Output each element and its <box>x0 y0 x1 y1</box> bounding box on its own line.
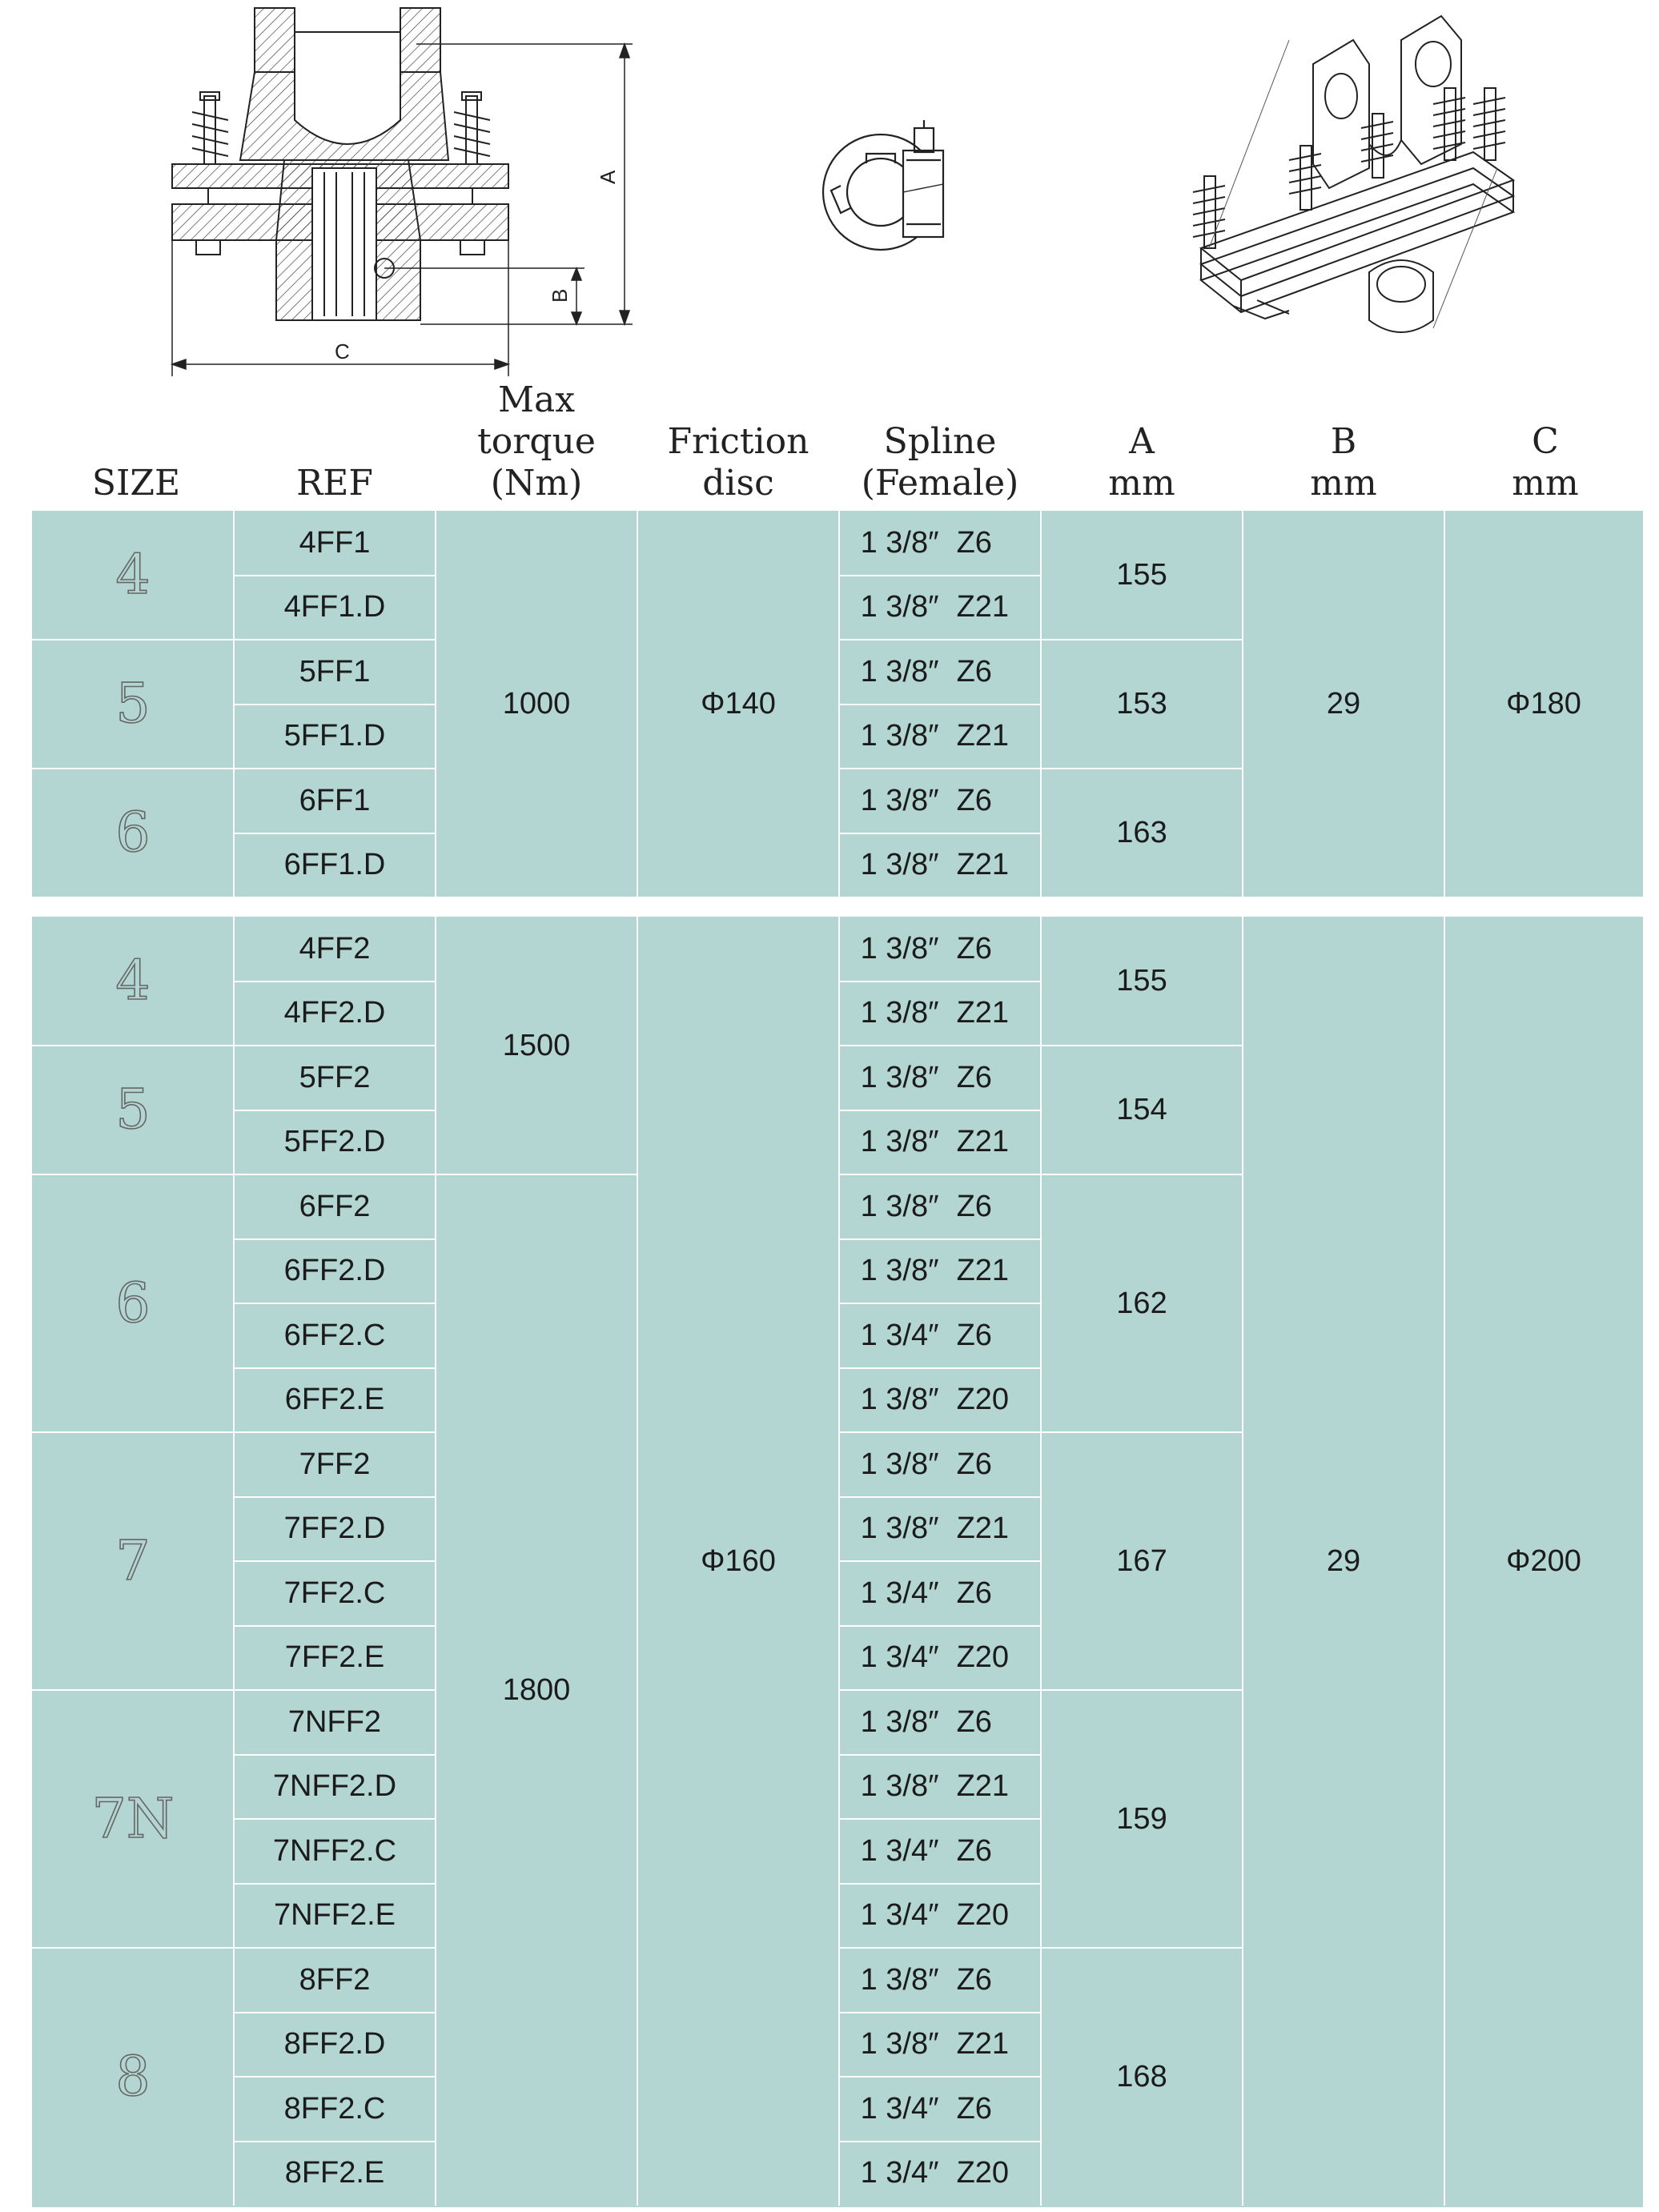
grid-line <box>839 639 1041 640</box>
spline-cell <box>839 1368 1041 1433</box>
header-size-label: SIZE <box>91 463 181 504</box>
header-spline-line1: Spline <box>883 421 997 462</box>
spline-size: 1 3/8″ <box>860 525 939 560</box>
grid-line <box>32 1947 234 1949</box>
isometric-drawing <box>1169 8 1537 368</box>
ref-cell: 7FF2.C <box>283 1576 386 1610</box>
grid-line <box>435 917 436 2206</box>
a-dimension-cell: 168 <box>1116 2059 1167 2094</box>
spline-teeth: Z6 <box>956 1833 992 1868</box>
size-cell: 5 <box>115 672 151 736</box>
spline-cell <box>839 511 1041 576</box>
a-dimension-cell: 159 <box>1116 1801 1167 1836</box>
spline-teeth: Z6 <box>956 1447 992 1481</box>
grid-line <box>234 1496 436 1498</box>
header-c <box>1444 368 1646 504</box>
spline-cell <box>839 1432 1041 1497</box>
header-size <box>32 368 240 504</box>
spline-size: 1 3/8″ <box>860 1189 939 1223</box>
grid-line <box>838 511 840 897</box>
cross-section-drawing <box>0 0 657 376</box>
ref-cell: 5FF2 <box>299 1060 371 1094</box>
spline-cell <box>839 1755 1041 1820</box>
header-torque-line1: Max <box>497 379 576 420</box>
spline-cell <box>839 1497 1041 1562</box>
c-dimension-cell: Φ200 <box>1506 1544 1581 1578</box>
header-c-line2: mm <box>1512 463 1579 504</box>
spline-cell <box>839 1819 1041 1884</box>
spline-cell <box>839 833 1041 898</box>
ref-cell: 6FF2.D <box>283 1254 386 1288</box>
header-b-line1: B <box>1330 421 1357 462</box>
size-cell: 7 <box>115 1529 151 1593</box>
grid-line <box>234 1689 436 1691</box>
dim-a-label: A <box>596 170 620 184</box>
spline-size: 1 3/8″ <box>860 1125 939 1159</box>
grid-line <box>32 1689 234 1691</box>
ref-cell: 7FF2.E <box>284 1640 385 1675</box>
spline-teeth: Z21 <box>956 848 1010 882</box>
grid-line <box>234 1754 436 1756</box>
header-torque <box>436 368 637 504</box>
spline-cell <box>839 1110 1041 1175</box>
spline-cell <box>839 1626 1041 1691</box>
grid-line <box>839 1238 1041 1240</box>
grid-line <box>1041 768 1243 769</box>
specs-table-group-1 <box>32 511 1643 897</box>
grid-line <box>839 2012 1041 2013</box>
spline-size: 1 3/4″ <box>860 1640 939 1675</box>
grid-line <box>839 1367 1041 1369</box>
dim-b-label: B <box>548 288 572 303</box>
size-cell: 6 <box>115 1271 151 1335</box>
grid-line <box>637 511 638 897</box>
spline-size: 1 3/8″ <box>860 590 939 624</box>
spline-size: 1 3/8″ <box>860 719 939 753</box>
c-dimension-cell: Φ180 <box>1506 687 1581 721</box>
spline-size: 1 3/8″ <box>860 2027 939 2061</box>
size-cell: 8 <box>115 2045 151 2109</box>
spline-teeth: Z21 <box>956 1511 1010 1546</box>
spline-size: 1 3/4″ <box>860 2156 939 2190</box>
spline-teeth: Z6 <box>956 1962 992 1997</box>
grid-line <box>839 704 1041 705</box>
grid-line <box>234 833 436 834</box>
spline-cell <box>839 705 1041 769</box>
grid-line <box>234 2076 436 2078</box>
spline-detail-drawing <box>809 112 985 272</box>
grid-line <box>839 1303 1041 1304</box>
spline-cell <box>839 982 1041 1046</box>
header-torque-line3: (Nm) <box>490 463 583 504</box>
grid-line <box>234 2012 436 2013</box>
spline-size: 1 3/8″ <box>860 654 939 688</box>
header-b-line2: mm <box>1310 463 1377 504</box>
grid-line <box>839 1431 1041 1433</box>
ref-cell: 5FF1 <box>299 654 371 688</box>
dim-c-label: C <box>335 339 350 363</box>
spline-teeth: Z6 <box>956 783 992 817</box>
grid-line <box>1041 1174 1243 1175</box>
header-c-line1: C <box>1532 421 1559 462</box>
grid-line <box>637 917 638 2206</box>
grid-line <box>839 1689 1041 1691</box>
grid-line <box>839 1110 1041 1111</box>
spline-cell <box>839 1884 1041 1949</box>
grid-line <box>1040 511 1042 897</box>
spline-cell <box>839 2077 1041 2142</box>
spline-cell <box>839 1690 1041 1755</box>
header-friction <box>637 368 839 504</box>
spline-teeth: Z6 <box>956 654 992 688</box>
grid-line <box>234 2141 436 2142</box>
grid-line <box>234 1238 436 1240</box>
ref-cell: 4FF1.D <box>283 590 386 624</box>
ref-cell: 7FF2.D <box>283 1511 386 1546</box>
spline-cell <box>839 640 1041 705</box>
spline-cell <box>839 2142 1041 2206</box>
grid-line <box>839 1947 1041 1949</box>
grid-line <box>32 639 234 640</box>
a-dimension-cell: 153 <box>1116 687 1167 721</box>
spline-size: 1 3/4″ <box>860 2091 939 2126</box>
spline-teeth: Z6 <box>956 931 992 965</box>
spline-teeth: Z21 <box>956 996 1010 1030</box>
grid-line <box>839 1818 1041 1820</box>
spline-teeth: Z20 <box>956 2156 1010 2190</box>
header-b <box>1243 368 1444 504</box>
header-a-line2: mm <box>1108 463 1175 504</box>
spline-size: 1 3/4″ <box>860 1898 939 1933</box>
grid-line <box>234 1110 436 1111</box>
spline-size: 1 3/8″ <box>860 1962 939 1997</box>
grid-line <box>839 575 1041 576</box>
spline-size: 1 3/8″ <box>860 1254 939 1288</box>
grid-line <box>234 1174 436 1175</box>
ref-cell: 6FF2.C <box>283 1318 386 1352</box>
grid-line <box>234 1431 436 1433</box>
a-dimension-cell: 154 <box>1116 1093 1167 1126</box>
grid-line <box>234 1883 436 1885</box>
grid-line <box>436 1174 637 1175</box>
specs-table-group-2 <box>32 917 1643 2207</box>
spline-teeth: Z6 <box>956 1318 992 1352</box>
grid-line <box>1041 639 1243 640</box>
ref-cell: 8FF2.C <box>283 2091 386 2126</box>
header-friction-line1: Friction <box>667 421 809 462</box>
spline-teeth: Z21 <box>956 1769 1010 1804</box>
torque-cell: 1800 <box>502 1672 571 1707</box>
spline-teeth: Z6 <box>956 2091 992 2126</box>
ref-cell: 7NFF2 <box>287 1704 382 1739</box>
torque-cell: 1000 <box>502 687 571 721</box>
spline-size: 1 3/8″ <box>860 1769 939 1804</box>
header-a <box>1041 368 1243 504</box>
spline-teeth: Z6 <box>956 525 992 560</box>
grid-line <box>839 1625 1041 1627</box>
a-dimension-cell: 163 <box>1116 816 1167 849</box>
grid-line <box>234 981 436 982</box>
grid-line <box>1444 917 1445 2206</box>
ref-cell: 8FF2 <box>299 1962 371 1997</box>
spline-cell <box>839 1948 1041 2013</box>
size-cell: 4 <box>115 949 151 1013</box>
header-spline-line2: (Female) <box>861 463 1019 504</box>
grid-line <box>839 981 1041 982</box>
b-dimension-cell: 29 <box>1326 687 1361 721</box>
size-cell: 7N <box>91 1787 175 1851</box>
grid-line <box>32 768 234 769</box>
grid-line <box>32 1174 234 1175</box>
spline-teeth: Z6 <box>956 1576 992 1610</box>
grid-line <box>233 917 235 2206</box>
ref-cell: 4FF1 <box>299 525 371 560</box>
ref-cell: 6FF2 <box>299 1189 371 1223</box>
grid-line <box>839 1883 1041 1885</box>
ref-cell: 6FF2.E <box>284 1383 385 1417</box>
header-ref <box>234 368 436 504</box>
size-cell: 4 <box>115 544 151 607</box>
a-dimension-cell: 162 <box>1116 1286 1167 1320</box>
grid-line <box>1242 511 1243 897</box>
grid-line <box>1242 917 1243 2206</box>
spline-cell <box>839 1046 1041 1110</box>
ref-cell: 5FF2.D <box>283 1125 386 1159</box>
grid-line <box>234 1045 436 1046</box>
spline-teeth: Z20 <box>956 1898 1010 1933</box>
header-spline <box>839 368 1041 504</box>
grid-line <box>839 1496 1041 1498</box>
grid-line <box>234 1625 436 1627</box>
spline-size: 1 3/4″ <box>860 1576 939 1610</box>
spline-teeth: Z6 <box>956 1060 992 1094</box>
grid-line <box>32 1431 234 1433</box>
spline-cell <box>839 2013 1041 2078</box>
grid-line <box>1040 917 1042 2206</box>
ref-cell: 6FF1 <box>299 783 371 817</box>
grid-line <box>234 1560 436 1562</box>
grid-line <box>839 1560 1041 1562</box>
spline-size: 1 3/4″ <box>860 1318 939 1352</box>
header-ref-label: REF <box>296 463 373 504</box>
size-cell: 6 <box>115 801 151 865</box>
size-cell: 5 <box>115 1078 151 1142</box>
spline-cell <box>839 1174 1041 1239</box>
header-torque-line2: torque <box>477 421 596 462</box>
spline-teeth: Z21 <box>956 2027 1010 2061</box>
spline-size: 1 3/4″ <box>860 1833 939 1868</box>
grid-line <box>1444 511 1445 897</box>
friction-disc-cell: Φ140 <box>701 687 776 721</box>
header-friction-line2: disc <box>702 463 774 504</box>
spline-size: 1 3/8″ <box>860 1383 939 1417</box>
technical-drawings <box>0 0 1659 376</box>
spline-teeth: Z21 <box>956 1125 1010 1159</box>
grid-line <box>234 1303 436 1304</box>
ref-cell: 7NFF2.E <box>273 1898 396 1933</box>
spline-teeth: Z20 <box>956 1640 1010 1675</box>
torque-cell: 1500 <box>502 1028 571 1062</box>
spline-cell <box>839 917 1041 982</box>
grid-line <box>839 1045 1041 1046</box>
ref-cell: 4FF2.D <box>283 996 386 1030</box>
grid-line <box>1041 1689 1243 1691</box>
ref-cell: 6FF1.D <box>283 848 386 882</box>
grid-line <box>839 1754 1041 1756</box>
spline-size: 1 3/8″ <box>860 1060 939 1094</box>
grid-line <box>839 1174 1041 1175</box>
spline-size: 1 3/8″ <box>860 931 939 965</box>
grid-line <box>1041 1431 1243 1433</box>
spline-size: 1 3/8″ <box>860 1704 939 1739</box>
spline-cell <box>839 1239 1041 1304</box>
grid-line <box>234 1818 436 1820</box>
grid-line <box>839 2076 1041 2078</box>
spline-cell <box>839 1561 1041 1626</box>
grid-line <box>435 511 436 897</box>
ref-cell: 4FF2 <box>299 931 371 965</box>
spline-teeth: Z21 <box>956 719 1010 753</box>
grid-line <box>234 704 436 705</box>
grid-line <box>839 768 1041 769</box>
spline-size: 1 3/8″ <box>860 783 939 817</box>
spline-teeth: Z6 <box>956 1704 992 1739</box>
grid-line <box>234 1367 436 1369</box>
header-a-line1: A <box>1129 421 1155 462</box>
grid-line <box>1041 1947 1243 1949</box>
grid-line <box>839 2141 1041 2142</box>
spline-size: 1 3/8″ <box>860 996 939 1030</box>
grid-line <box>838 917 840 2206</box>
spline-teeth: Z20 <box>956 1383 1010 1417</box>
a-dimension-cell: 167 <box>1116 1544 1167 1578</box>
a-dimension-cell: 155 <box>1116 964 1167 998</box>
spline-size: 1 3/8″ <box>860 1447 939 1481</box>
a-dimension-cell: 155 <box>1116 558 1167 592</box>
spline-cell <box>839 576 1041 640</box>
ref-cell: 8FF2.D <box>283 2027 386 2061</box>
friction-disc-cell: Φ160 <box>701 1544 776 1578</box>
spline-size: 1 3/8″ <box>860 1511 939 1546</box>
spline-cell <box>839 1303 1041 1368</box>
ref-cell: 8FF2.E <box>284 2156 385 2190</box>
spline-teeth: Z21 <box>956 1254 1010 1288</box>
grid-line <box>839 833 1041 834</box>
ref-cell: 7FF2 <box>299 1447 371 1481</box>
grid-line <box>32 1045 234 1046</box>
spline-teeth: Z6 <box>956 1189 992 1223</box>
grid-line <box>233 511 235 897</box>
spline-cell <box>839 769 1041 833</box>
spline-size: 1 3/8″ <box>860 848 939 882</box>
b-dimension-cell: 29 <box>1326 1544 1361 1578</box>
ref-cell: 7NFF2.D <box>272 1769 397 1804</box>
ref-cell: 7NFF2.C <box>272 1833 397 1868</box>
grid-line <box>234 639 436 640</box>
ref-cell: 5FF1.D <box>283 719 386 753</box>
grid-line <box>234 768 436 769</box>
grid-line <box>234 1947 436 1949</box>
spline-teeth: Z21 <box>956 590 1010 624</box>
grid-line <box>1041 1045 1243 1046</box>
grid-line <box>234 575 436 576</box>
